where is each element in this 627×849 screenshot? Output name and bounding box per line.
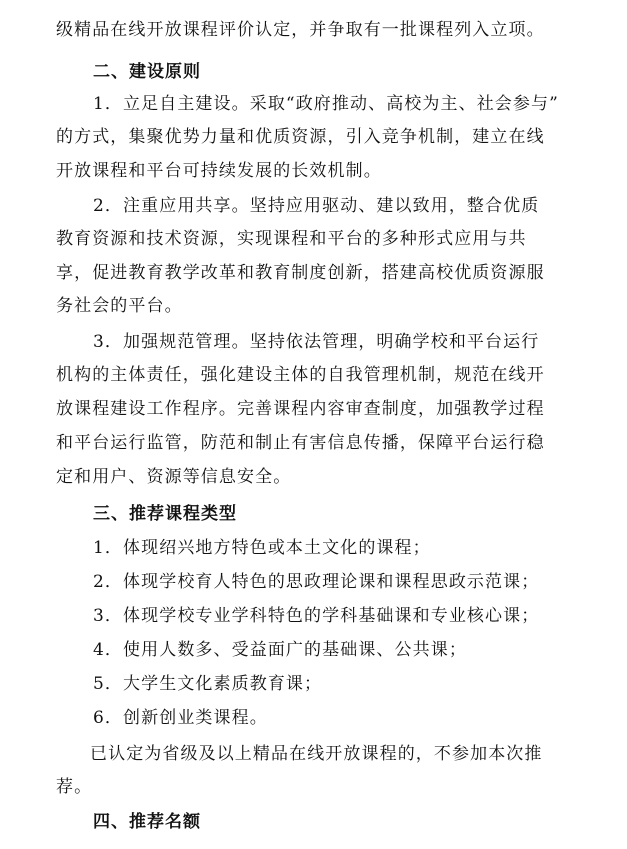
- paragraph-line: 级精品在线开放课程评价认定，并争取有一批课程列入立项。: [56, 20, 545, 40]
- paragraph-line: 放课程建设工作程序。完善课程内容审查制度，加强教学过程: [56, 399, 545, 419]
- list-item: 5．大学生文化素质教育课；: [93, 674, 323, 694]
- list-item: 3．体现学校专业学科特色的学科基础课和专业核心课；: [93, 606, 540, 626]
- paragraph-line: 务社会的平台。: [56, 296, 183, 316]
- paragraph-line: 3．加强规范管理。坚持依法管理，明确学校和平台运行: [93, 332, 540, 352]
- paragraph-line: 机构的主体责任，强化建设主体的自我管理机制，规范在线开: [56, 365, 545, 385]
- list-item: 6．创新创业类课程。: [93, 708, 268, 728]
- paragraph-line: 已认定为省级及以上精品在线开放课程的，不参加本次推: [90, 744, 543, 764]
- paragraph-line: 1．立足自主建设。采取“政府推动、高校为主、社会参与”: [93, 94, 559, 114]
- paragraph-line: 教育资源和技术资源，实现课程和平台的多种形式应用与共: [56, 229, 527, 249]
- paragraph-line: 的方式，集聚优势力量和优质资源，引入竞争机制，建立在线: [56, 127, 545, 147]
- paragraph-line: 开放课程和平台可持续发展的长效机制。: [56, 161, 382, 181]
- section-heading-quota: 四、推荐名额: [93, 812, 201, 832]
- paragraph-line: 2．注重应用共享。坚持应用驱动、建以致用，整合优质: [93, 196, 540, 216]
- paragraph-line: 荐。: [56, 777, 93, 797]
- paragraph-line: 和平台运行监管，防范和制止有害信息传播，保障平台运行稳: [56, 433, 545, 453]
- paragraph-line: 享，促进教育教学改革和教育制度创新，搭建高校优质资源服: [56, 263, 545, 283]
- list-item: 1．体现绍兴地方特色或本土文化的课程；: [93, 538, 431, 558]
- section-heading-course-types: 三、推荐课程类型: [93, 504, 237, 524]
- section-heading-principles: 二、建设原则: [93, 62, 201, 82]
- list-item: 4．使用人数多、受益面广的基础课、公共课；: [93, 640, 467, 660]
- paragraph-line: 定和用户、资源等信息安全。: [56, 467, 292, 487]
- list-item: 2．体现学校育人特色的思政理论课和课程思政示范课；: [93, 572, 540, 592]
